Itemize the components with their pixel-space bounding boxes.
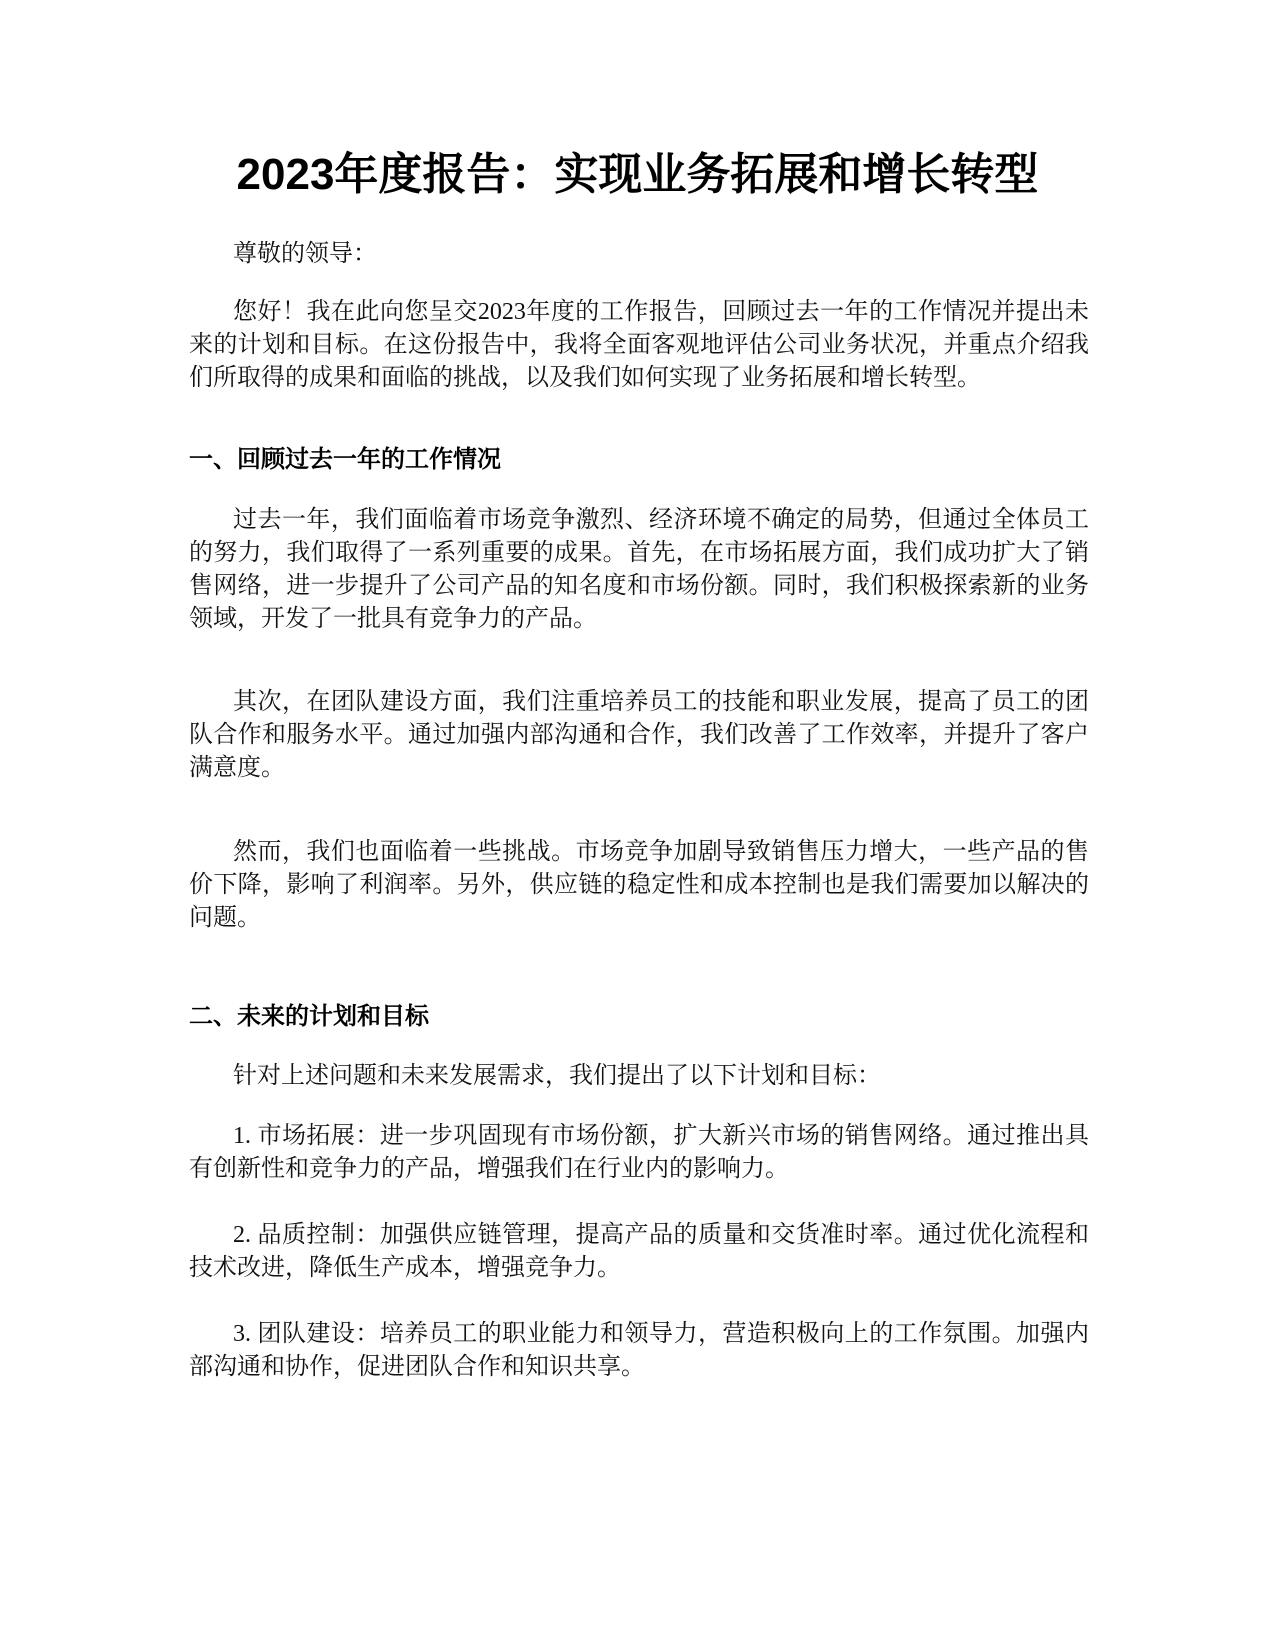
section-2-heading: 二、未来的计划和目标	[189, 1003, 429, 1030]
document-title: 2023年度报告：实现业务拓展和增长转型	[236, 150, 1039, 199]
section-2-item-2: 2. 品质控制：加强供应链管理，提高产品的质量和交货准时率。通过优化流程和技术改进，降低生产成本，增强竞争力。	[189, 1222, 1089, 1281]
section-1-heading: 一、回顾过去一年的工作情况	[189, 446, 501, 473]
section-2-item-1: 1. 市场拓展：进一步巩固现有市场份额，扩大新兴市场的销售网络。通过推出具有创新性和竞争力的产品，增强我们在行业内的影响力。	[189, 1123, 1089, 1182]
section-1-paragraph-2: 其次，在团队建设方面，我们注重培养员工的技能和职业发展，提高了员工的团队合作和服务水平。通过加强内部沟通和合作，我们改善了工作效率，并提升了客户满意度。	[189, 689, 1089, 781]
section-2-paragraph-1: 针对上述问题和未来发展需求，我们提出了以下计划和目标：	[233, 1063, 881, 1089]
section-2-item-3: 3. 团队建设：培养员工的职业能力和领导力，营造积极向上的工作氛围。加强内部沟通和协作，促进团队合作和知识共享。	[189, 1321, 1089, 1380]
section-1-paragraph-3: 然而，我们也面临着一些挑战。市场竞争加剧导致销售压力增大，一些产品的售价下降，影响了利润率。另外，供应链的稳定性和成本控制也是我们需要加以解决的问题。	[189, 839, 1089, 931]
section-1-paragraph-1: 过去一年，我们面临着市场竞争激烈、经济环境不确定的局势，但通过全体员工的努力，我们取得了一系列重要的成果。首先，在市场拓展方面，我们成功扩大了销售网络，进一步提升了公司产品的知名度和市场份额。同时，我们积极探索新的业务领域，开发了一批具有竞争力的产品。	[189, 507, 1089, 632]
intro-paragraph: 您好！我在此向您呈交2023年度的工作报告，回顾过去一年的工作情况并提出未来的计划和目标。在这份报告中，我将全面客观地评估公司业务状况，并重点介绍我们所取得的成果和面临的挑战，以及我们如何实现了业务拓展和增长转型。	[189, 299, 1089, 391]
salutation: 尊敬的领导：	[233, 241, 377, 267]
